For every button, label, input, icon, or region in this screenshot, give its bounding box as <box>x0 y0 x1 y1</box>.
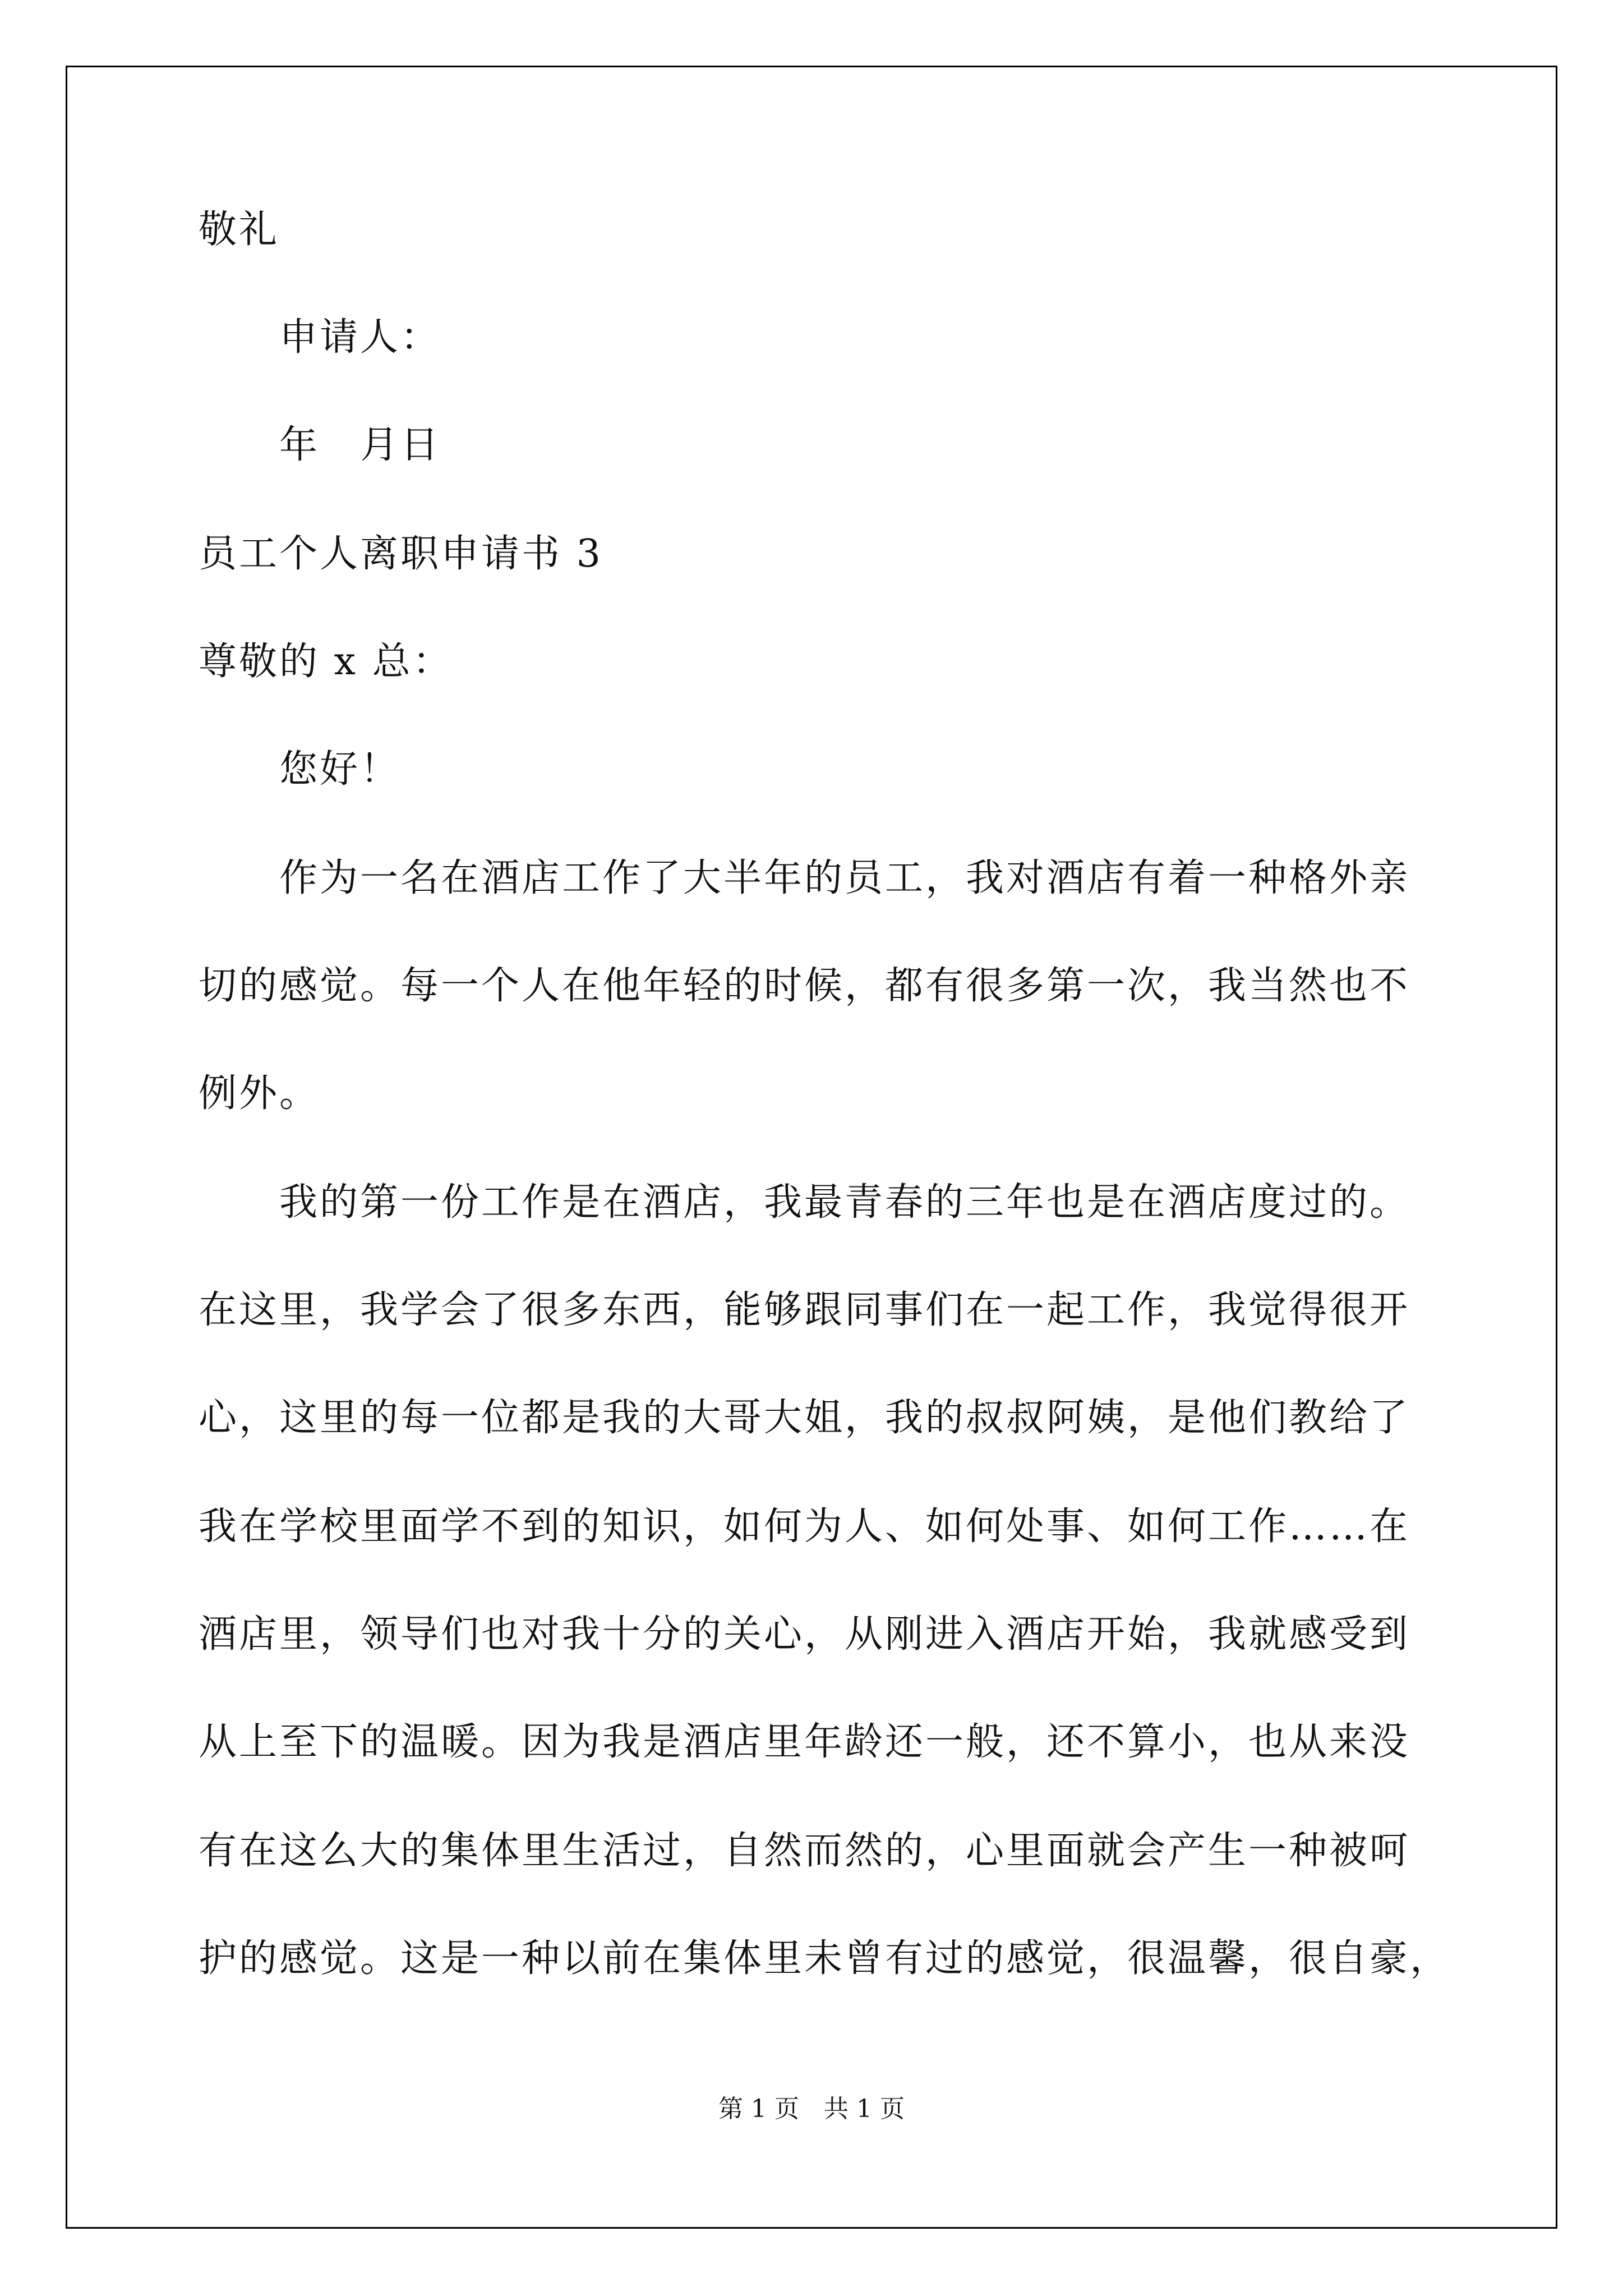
paragraph-line: 切的感觉。每一个人在他年轻的时候，都有很多第一次，我当然也不 <box>199 964 1410 1008</box>
paragraph-line: 我在学校里面学不到的知识，如何为人、如何处事、如何工作……在 <box>199 1504 1410 1549</box>
paragraph-line: 有在这么大的集体里生活过，自然而然的，心里面就会产生一种被呵 <box>199 1829 1410 1873</box>
paragraph-line: 从上至下的温暖。因为我是酒店里年龄还一般，还不算小，也从来没 <box>199 1720 1410 1764</box>
paragraph-line: 护的感觉。这是一种以前在集体里未曾有过的感觉，很温馨，很自豪， <box>199 1936 1451 1981</box>
paragraph-line: 作为一名在酒店工作了大半年的员工，我对酒店有着一种格外亲 <box>279 856 1410 900</box>
closing-salutation: 敬礼 <box>199 208 280 252</box>
document-title: 员工个人离职申请书 3 <box>199 532 603 576</box>
paragraph-line: 在这里，我学会了很多东西，能够跟同事们在一起工作，我觉得很开 <box>199 1288 1410 1332</box>
recipient-greeting: 尊敬的 x 总： <box>199 639 453 684</box>
paragraph-line: 酒店里，领导们也对我十分的关心，从刚进入酒店开始，我就感受到 <box>199 1612 1410 1657</box>
paragraph-line: 心，这里的每一位都是我的大哥大姐，我的叔叔阿姨，是他们教给了 <box>199 1396 1410 1440</box>
hello-line: 您好！ <box>279 747 401 792</box>
applicant-label: 申请人： <box>279 315 441 360</box>
date-label: 年 月日 <box>279 423 441 467</box>
page-number-footer: 第 1 页 共 1 页 <box>718 2095 905 2123</box>
paragraph-line: 例外。 <box>199 1071 320 1116</box>
page-border <box>66 66 1557 2229</box>
paragraph-line: 我的第一份工作是在酒店，我最青春的三年也是在酒店度过的。 <box>279 1180 1410 1225</box>
